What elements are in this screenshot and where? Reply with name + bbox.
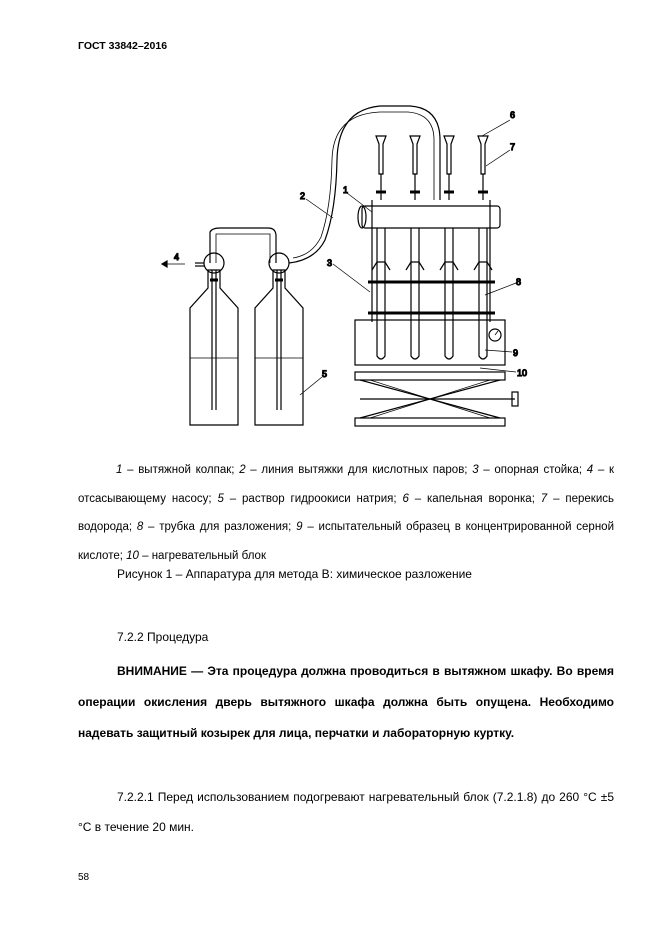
label-7: 7 bbox=[510, 142, 516, 152]
exhaust-hood bbox=[358, 206, 500, 228]
document-code: ГОСТ 33842–2016 bbox=[78, 40, 168, 52]
section-title: 7.2.2 Процедура bbox=[117, 630, 209, 644]
figure-legend bbox=[78, 456, 614, 570]
label-8: 8 bbox=[516, 277, 522, 287]
leader-lines bbox=[300, 120, 519, 395]
label-2: 2 bbox=[300, 191, 306, 201]
digestion-tubes bbox=[372, 136, 492, 359]
legend-num-10: 10 bbox=[126, 549, 139, 562]
apparatus-diagram bbox=[140, 100, 540, 435]
legend-num-9: 9 bbox=[296, 521, 303, 533]
legend-text-9: – испытательный образец в концентрированной серной кислоте; bbox=[78, 521, 614, 562]
legend-num-8: 8 bbox=[136, 521, 144, 533]
legend-text-5: – раствор гидроокиси натрия; bbox=[223, 492, 403, 505]
label-10: 10 bbox=[517, 368, 528, 378]
legend-text-4: – к отсасывающему насосу; bbox=[78, 464, 614, 505]
label-3: 3 bbox=[327, 258, 333, 268]
legend-num-6: 6 bbox=[402, 492, 409, 505]
legend-text-2: – линия вытяжки для кислотных паров; bbox=[245, 464, 473, 476]
figure-caption: Рисунок 1 – Аппаратура для метода В: химическое разложение bbox=[117, 567, 472, 581]
legend-num-2: 2 bbox=[239, 464, 246, 476]
warning-paragraph: ВНИМАНИЕ — Эта процедура должна проводиться в вытяжном шкафу. Во время операции окисления дверь вытяжного шкафа должна быть опущена. Необходимо надевать защитный козырек для лица, перчатки и лабораторную куртку. bbox=[78, 664, 614, 740]
legend-num-4: 4 bbox=[586, 464, 594, 476]
legend-num-7: 7 bbox=[540, 492, 548, 505]
legend-text-3: – опорная стойка; bbox=[478, 464, 587, 476]
body-paragraph: 7.2.2.1 Перед использованием подогревают нагревательный блок (7.2.1.8) до 260 °С ±5 °С в течение 20 мин. bbox=[78, 790, 614, 834]
absorber-bottles bbox=[162, 228, 303, 425]
legend-num-5: 5 bbox=[217, 492, 224, 505]
page-number: 58 bbox=[78, 872, 90, 883]
label-6: 6 bbox=[510, 110, 516, 120]
legend-num-1: 1 bbox=[116, 464, 123, 476]
acid-vapour-line bbox=[289, 106, 440, 263]
label-9: 9 bbox=[513, 348, 519, 358]
legend-num-3: 3 bbox=[472, 464, 479, 476]
legend-text-1: – вытяжной колпак; bbox=[122, 464, 240, 476]
label-5: 5 bbox=[322, 369, 328, 379]
apparatus-figure bbox=[140, 100, 540, 435]
legend-text-7: – перекись водорода; bbox=[78, 492, 614, 533]
legend-text-8: – трубка для разложения; bbox=[143, 521, 297, 533]
label-1: 1 bbox=[343, 185, 349, 195]
legend-text-10: – нагревательный блок bbox=[138, 549, 266, 562]
legend-text-6: – капельная воронка; bbox=[408, 492, 541, 505]
label-4: 4 bbox=[174, 252, 180, 262]
lab-jack bbox=[355, 372, 518, 426]
